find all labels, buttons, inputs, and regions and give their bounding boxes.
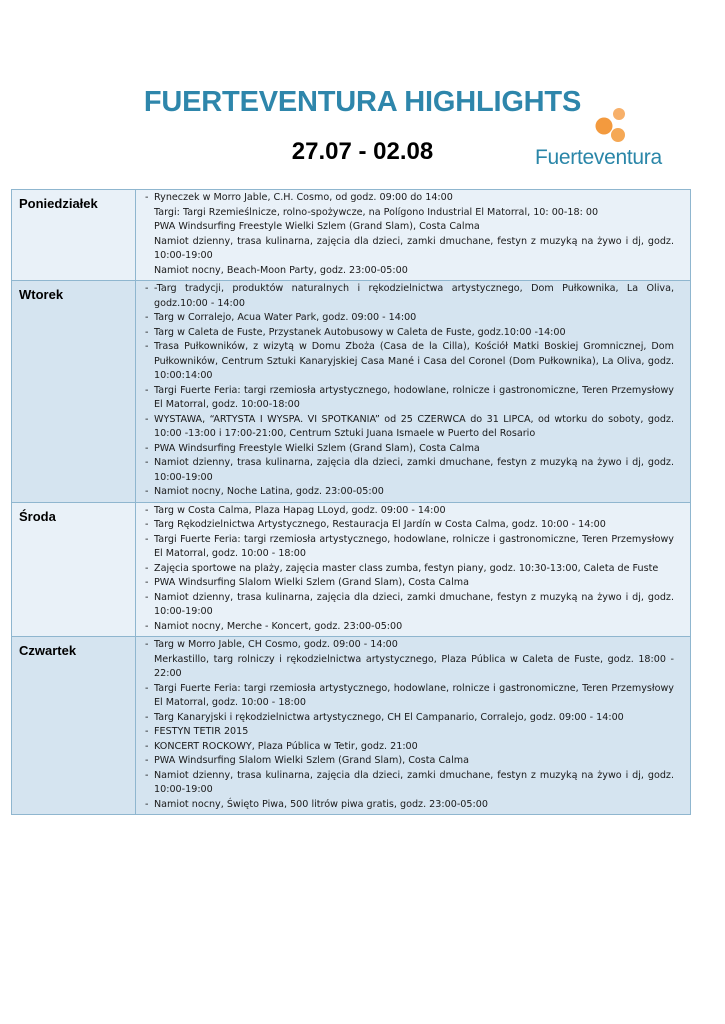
- bullet-dash: -: [145, 457, 149, 468]
- day-name: Poniedziałek: [12, 190, 136, 281]
- event-list: [136, 502, 691, 637]
- bullet-dash: -: [145, 486, 149, 497]
- event-text: Namiot nocny, Beach-Moon Party, godz. 23:00-05:00: [154, 264, 408, 276]
- bullet-dash: -: [145, 711, 149, 723]
- event-text: Namiot dzienny, trasa kulinarna, zajęcia dla dzieci, zamki dmuchane, festyn z muzyką na żywo i dj, godz. 10:00-19:00: [154, 591, 674, 617]
- event-text: Targ Kanaryjski i rękodzielnictwa artystycznego, CH El Campanario, Corralejo, godz. 09:00 - 14:00: [154, 711, 624, 723]
- event-list: [136, 281, 691, 503]
- event-item: [145, 504, 674, 519]
- event-text: Merkastillo, targ rolniczy i rękodzielnictwa artystycznego, Plaza Pública w Caleta de Fuste, godz. 18:00 - 22:00: [154, 653, 674, 679]
- bullet-dash: -: [145, 798, 149, 810]
- bullet-dash: -: [145, 413, 149, 425]
- event-text: Namiot dzienny, trasa kulinarna, zajęcia dla dzieci, zamki dmuchane, festyn z muzyką na żywo i dj, godz. 10:00-19:00: [154, 235, 674, 261]
- sun-icon: [535, 102, 690, 148]
- day-row: [12, 281, 691, 503]
- bullet-dash: -: [145, 639, 149, 650]
- event-item: [145, 740, 674, 755]
- bullet-dash: [145, 235, 154, 264]
- event-text: Ryneczek w Morro Jable, C.H. Cosmo, od godz. 09:00 do 14:00: [154, 192, 453, 203]
- bullet-dash: -: [145, 591, 149, 603]
- event-item: [145, 576, 674, 591]
- event-item: [145, 340, 674, 384]
- event-text: Trasa Pułkowników, z wizytą w Domu Zboża (Casa de la Cilla), Kościół Matki Boskiej Gromnicznej, Dom Pułkowników, Centrum Sztuki Kanaryjskiej Casa Mané i Casa del Coronel (Dom Pułkownika), La Oliva, godz. 10:00:14:00: [154, 341, 674, 381]
- bullet-dash: -: [145, 341, 149, 352]
- date-range: 27.07 - 02.08: [291, 138, 434, 165]
- event-text: Targi Fuerte Feria: targi rzemiosła artystycznego, hodowlane, rolnicze i gastronomiczne, Teren Przemysłowy El Matorral, godz. 10:00 - 18:00: [154, 682, 674, 708]
- bullet-dash: [145, 264, 154, 279]
- event-item: [145, 456, 674, 485]
- event-item: [145, 754, 674, 769]
- day-row: [12, 190, 691, 281]
- event-item: [145, 562, 674, 577]
- event-text: PWA Windsurfing Slalom Wielki Szlem (Grand Slam), Costa Calma: [154, 577, 469, 588]
- event-list: [136, 637, 691, 815]
- fuerteventura-logo: [535, 102, 690, 172]
- event-text: Targi: Targi Rzemieślnicze, rolno-spożywcze, na Polígono Industrial El Matorral, 10: 00-18: 00: [154, 206, 599, 218]
- bullet-dash: -: [145, 442, 149, 454]
- event-text: -Targ tradycji, produktów naturalnych i rękodzielnictwa artystycznego, Dom Pułkownika, La Oliva, godz.10:00 - 14:00: [154, 283, 674, 309]
- event-text: FESTYN TETIR 2015: [154, 726, 249, 737]
- event-text: Targ w Morro Jable, CH Cosmo, godz. 09:00 - 14:00: [154, 639, 398, 650]
- event-item: [145, 413, 674, 442]
- schedule-table: [11, 189, 691, 815]
- event-item: [145, 282, 674, 311]
- event-text: PWA Windsurfing Slalom Wielki Szlem (Grand Slam), Costa Calma: [154, 755, 469, 766]
- event-item: [145, 769, 674, 798]
- bullet-dash: -: [145, 769, 149, 781]
- event-text: Targi Fuerte Feria: targi rzemiosła artystycznego, hodowlane, rolnicze i gastronomiczne, Teren Przemysłowy El Matorral, godz. 10:00-18:00: [154, 384, 674, 410]
- day-row: [12, 502, 691, 637]
- day-name: Wtorek: [12, 281, 136, 503]
- bullet-dash: -: [145, 620, 149, 632]
- bullet-dash: [145, 206, 154, 221]
- day-name: Środa: [12, 502, 136, 637]
- event-text: Targ w Costa Calma, Plaza Hapag LLoyd, godz. 09:00 - 14:00: [154, 504, 446, 516]
- event-text: PWA Windsurfing Freestyle Wielki Szlem (Grand Slam), Costa Calma: [154, 442, 480, 454]
- event-text: Targ w Corralejo, Acua Water Park, godz. 09:00 - 14:00: [154, 312, 417, 323]
- event-text: Namiot dzienny, trasa kulinarna, zajęcia dla dzieci, zamki dmuchane, festyn z muzyką na żywo i dj, godz. 10:00-19:00: [154, 769, 674, 795]
- bullet-dash: -: [145, 533, 149, 545]
- event-list: [136, 190, 691, 281]
- event-item: [145, 485, 674, 500]
- event-text: Targi Fuerte Feria: targi rzemiosła artystycznego, hodowlane, rolnicze i gastronomiczne, Teren Przemysłowy El Matorral, godz. 10:00 - 18:00: [154, 533, 674, 559]
- bullet-dash: -: [145, 283, 149, 294]
- event-item: [145, 206, 674, 221]
- event-item: [145, 638, 674, 653]
- event-item: [145, 682, 674, 711]
- bullet-dash: -: [145, 384, 149, 396]
- event-text: Namiot nocny, Merche - Koncert, godz. 23:00-05:00: [154, 620, 403, 632]
- event-item: [145, 653, 674, 682]
- bullet-dash: -: [145, 577, 149, 588]
- event-text: KONCERT ROCKOWY, Plaza Pública w Tetir, godz. 21:00: [154, 740, 418, 752]
- event-item: [145, 725, 674, 740]
- event-item: [145, 311, 674, 326]
- bullet-dash: -: [145, 519, 149, 530]
- event-text: Targ w Caleta de Fuste, Przystanek Autobusowy w Caleta de Fuste, godz.10:00 -14:00: [154, 326, 566, 338]
- event-item: [145, 518, 674, 533]
- event-item: [145, 220, 674, 235]
- bullet-dash: [145, 653, 154, 682]
- event-text: Namiot dzienny, trasa kulinarna, zajęcia dla dzieci, zamki dmuchane, festyn z muzyką na żywo i dj, godz. 10:00-19:00: [154, 457, 674, 483]
- event-text: Targ Rękodzielnictwa Artystycznego, Restauracja El Jardín w Costa Calma, godz. 10:00 - 14:00: [154, 519, 606, 530]
- day-name: Czwartek: [12, 637, 136, 815]
- event-item: [145, 620, 674, 635]
- bullet-dash: -: [145, 562, 149, 574]
- event-text: WYSTAWA, “ARTYSTA I WYSPA. VI SPOTKANIA” od 25 CZERWCA do 31 LIPCA, od wtorku do soboty, godz. 10:00 -13:00 i 17:00-21:00, Centrum Sztuki Juana Ismaele w Puerto del Rosario: [154, 413, 674, 439]
- event-text: PWA Windsurfing Freestyle Wielki Szlem (Grand Slam), Costa Calma: [154, 221, 480, 232]
- day-row: [12, 637, 691, 815]
- bullet-dash: -: [145, 740, 149, 752]
- event-item: [145, 591, 674, 620]
- event-item: [145, 798, 674, 813]
- event-item: [145, 326, 674, 341]
- event-text: Namiot nocny, Noche Latina, godz. 23:00-05:00: [154, 486, 384, 497]
- event-item: [145, 711, 674, 726]
- event-item: [145, 533, 674, 562]
- bullet-dash: -: [145, 726, 149, 737]
- bullet-dash: [145, 220, 154, 235]
- event-text: Namiot nocny, Święto Piwa, 500 litrów piwa gratis, godz. 23:00-05:00: [154, 798, 488, 810]
- event-text: Zajęcia sportowe na plaży, zajęcia master class zumba, festyn piany, godz. 10:30-13:00, Caleta de Fuste: [154, 562, 659, 574]
- event-item: [145, 191, 674, 206]
- event-item: [145, 235, 674, 264]
- bullet-dash: -: [145, 326, 149, 338]
- bullet-dash: -: [145, 755, 149, 766]
- event-item: [145, 384, 674, 413]
- page-title: FUERTEVENTURA HIGHLIGHTS: [143, 86, 582, 118]
- bullet-dash: -: [145, 192, 149, 203]
- bullet-dash: -: [145, 312, 149, 323]
- logo-text: Fuerteventura: [535, 146, 662, 169]
- event-item: [145, 442, 674, 457]
- event-item: [145, 264, 674, 279]
- bullet-dash: -: [145, 682, 149, 694]
- bullet-dash: -: [145, 504, 149, 516]
